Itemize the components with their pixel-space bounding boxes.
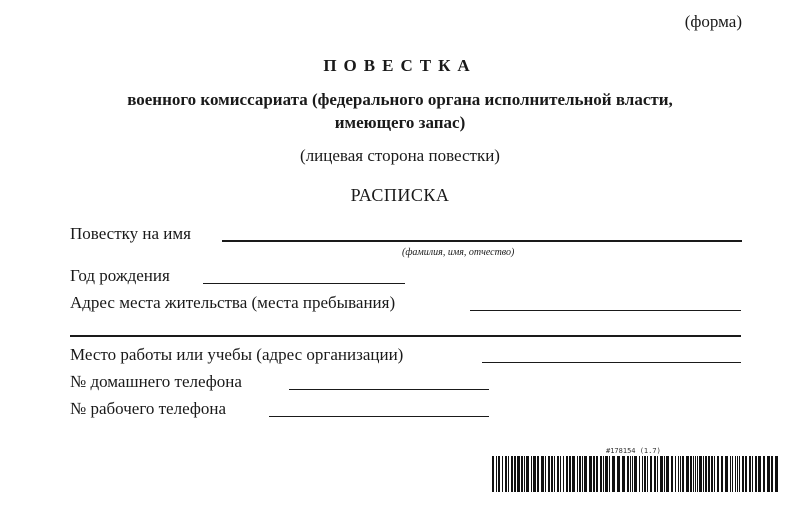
address-label: Адрес места жительства (места пребывания)	[70, 293, 396, 312]
work-place-line[interactable]	[482, 362, 741, 363]
birth-year-label: Год рождения	[70, 266, 170, 285]
home-phone-line[interactable]	[289, 389, 489, 390]
address-line[interactable]	[470, 310, 741, 311]
side-label: (лицевая сторона повестки)	[300, 146, 500, 165]
work-phone-label: № рабочего телефона	[70, 399, 226, 418]
barcode-icon	[492, 456, 780, 492]
address-line-2[interactable]	[70, 335, 741, 337]
name-hint: (фамилия, имя, отчество)	[402, 247, 515, 258]
birth-year-line[interactable]	[203, 283, 405, 284]
work-phone-line[interactable]	[269, 416, 489, 417]
work-place-label: Место работы или учебы (адрес организации)	[70, 345, 404, 364]
document-title: ПОВЕСТКА	[323, 56, 477, 75]
issuer-line-1: военного комиссариата (федерального органа исполнительной власти,	[127, 90, 673, 109]
summons-name-line[interactable]	[222, 240, 742, 242]
home-phone-label: № домашнего телефона	[70, 372, 242, 391]
summons-name-label: Повестку на имя	[70, 224, 191, 243]
form-label: (форма)	[684, 12, 742, 31]
issuer-line-2: имеющего запас)	[334, 113, 466, 132]
barcode-number: #178154 (1.7)	[606, 447, 661, 455]
receipt-heading: РАСПИСКА	[350, 185, 450, 205]
